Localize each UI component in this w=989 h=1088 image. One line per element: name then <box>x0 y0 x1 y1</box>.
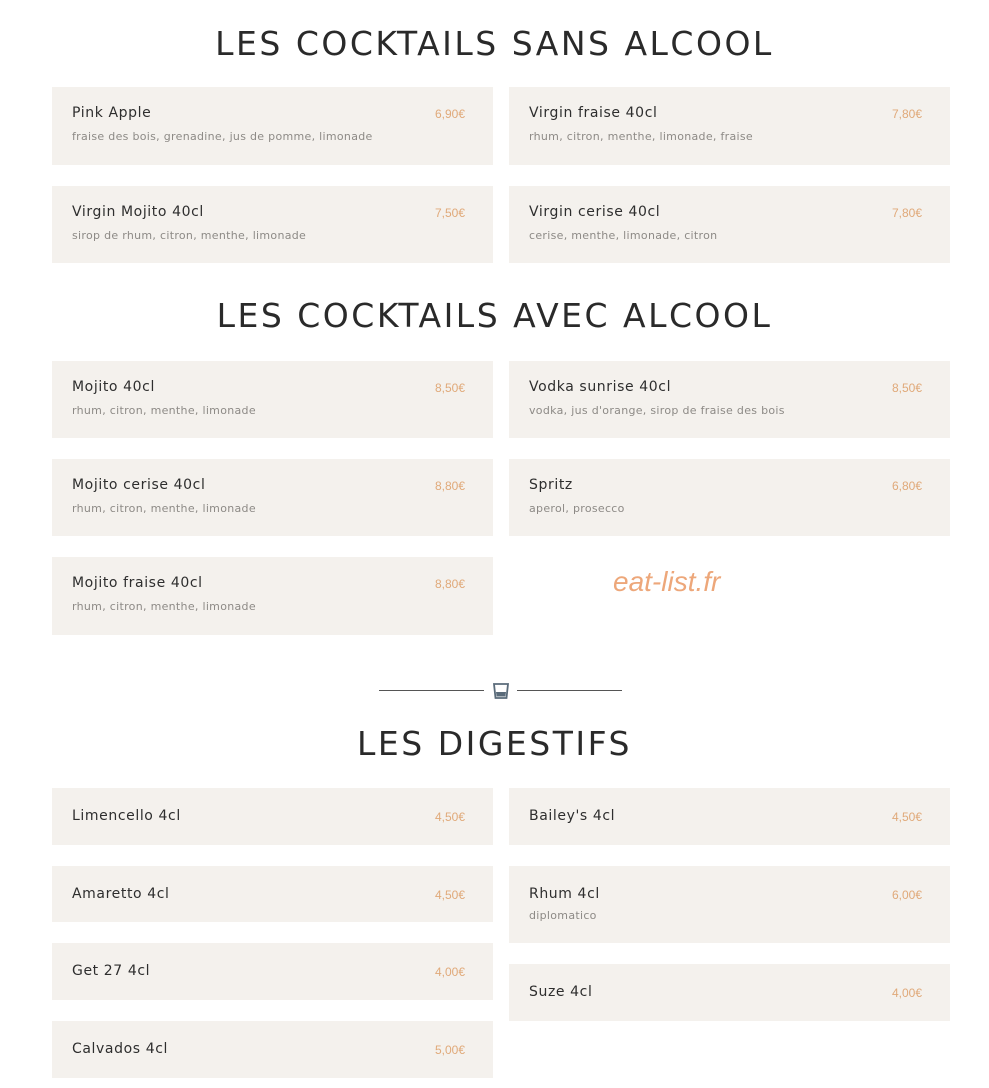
menu-item-description: diplomatico <box>529 909 597 922</box>
menu-item-card <box>509 964 950 1021</box>
menu-item-price: 6,80€ <box>891 479 922 493</box>
menu-item-price: 8,80€ <box>434 577 465 591</box>
section-title-cocktails-avec-alcool: LES COCKTAILS AVEC ALCOOL <box>216 296 773 335</box>
menu-item-card <box>509 186 950 263</box>
menu-item-description: sirop de rhum, citron, menthe, limonade <box>72 229 307 242</box>
menu-item-description: cerise, menthe, limonade, citron <box>529 229 718 242</box>
menu-item-price: 7,80€ <box>891 206 922 220</box>
menu-item-name: Mojito 40cl <box>72 379 155 395</box>
menu-item-name: Rhum 4cl <box>529 886 600 902</box>
divider-line-left <box>379 690 484 691</box>
menu-item-name: Virgin fraise 40cl <box>529 105 658 121</box>
menu-item-description: fraise des bois, grenadine, jus de pomme, limonade <box>72 130 373 143</box>
menu-item-card <box>52 459 493 536</box>
menu-item-price: 7,80€ <box>891 107 922 121</box>
menu-item-description: rhum, citron, menthe, limonade <box>72 600 256 613</box>
menu-item-description: aperol, prosecco <box>529 502 625 515</box>
menu-item-name: Pink Apple <box>72 105 152 121</box>
menu-item-name: Virgin cerise 40cl <box>529 204 661 220</box>
menu-item-price: 4,00€ <box>891 986 922 1000</box>
menu-item-price: 4,50€ <box>434 810 465 824</box>
menu-item-price: 6,90€ <box>434 107 465 121</box>
menu-item-card <box>52 943 493 1000</box>
menu-item-name: Vodka sunrise 40cl <box>529 379 672 395</box>
menu-item-card <box>509 459 950 536</box>
menu-item-name: Bailey's 4cl <box>529 808 616 824</box>
section-title-cocktails-sans-alcool: LES COCKTAILS SANS ALCOOL <box>215 24 774 63</box>
menu-item-name: Amaretto 4cl <box>72 886 170 902</box>
menu-item-card <box>509 87 950 165</box>
menu-item-card <box>52 1021 493 1078</box>
menu-item-name: Mojito cerise 40cl <box>72 477 206 493</box>
menu-item-price: 6,00€ <box>891 888 922 902</box>
glass-icon <box>492 682 510 700</box>
menu-item-name: Calvados 4cl <box>72 1041 168 1057</box>
divider-line-right <box>517 690 622 691</box>
menu-item-name: Get 27 4cl <box>72 963 151 979</box>
menu-item-description: rhum, citron, menthe, limonade <box>72 404 256 417</box>
menu-item-name: Suze 4cl <box>529 984 593 1000</box>
menu-item-description: rhum, citron, menthe, limonade, fraise <box>529 130 753 143</box>
menu-item-card <box>52 866 493 922</box>
menu-item-description: rhum, citron, menthe, limonade <box>72 502 256 515</box>
menu-item-card <box>509 361 950 438</box>
menu-item-card <box>52 186 493 263</box>
menu-item-price: 5,00€ <box>434 1043 465 1057</box>
menu-item-name: Virgin Mojito 40cl <box>72 204 204 220</box>
menu-item-price: 8,50€ <box>891 381 922 395</box>
menu-item-price: 4,50€ <box>434 888 465 902</box>
section-title-digestifs: LES DIGESTIFS <box>357 724 632 763</box>
watermark: eat-list.fr <box>613 566 721 597</box>
menu-item-description: vodka, jus d'orange, sirop de fraise des bois <box>529 404 785 417</box>
menu-item-card <box>52 557 493 635</box>
menu-item-price: 8,50€ <box>434 381 465 395</box>
menu-item-card <box>52 788 493 845</box>
menu-item-name: Mojito fraise 40cl <box>72 575 203 591</box>
menu-item-name: Limencello 4cl <box>72 808 181 824</box>
menu-item-card <box>52 361 493 438</box>
menu-item-name: Spritz <box>529 477 573 493</box>
menu-item-card <box>509 788 950 845</box>
menu-item-price: 7,50€ <box>434 206 465 220</box>
menu-item-card <box>52 87 493 165</box>
menu-item-price: 4,00€ <box>434 965 465 979</box>
menu-item-card <box>509 866 950 943</box>
menu-item-price: 8,80€ <box>434 479 465 493</box>
menu-item-price: 4,50€ <box>891 810 922 824</box>
